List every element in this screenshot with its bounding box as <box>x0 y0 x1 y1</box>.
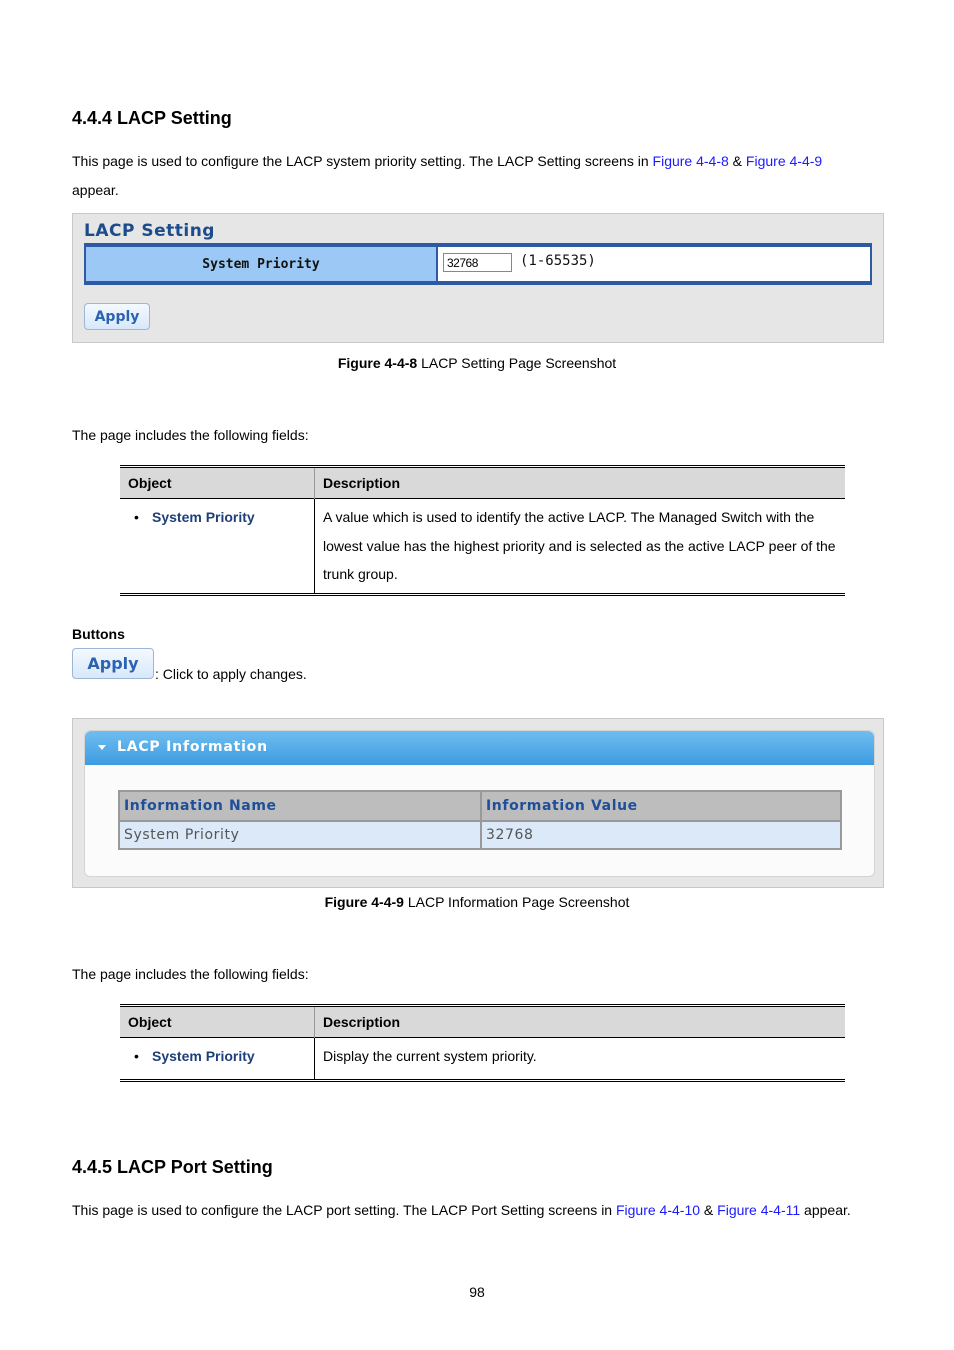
buttons-heading: Buttons <box>72 626 125 642</box>
bullet-icon: • <box>134 509 139 525</box>
intro-text-end: appear. <box>72 182 119 198</box>
fields-intro-2: The page includes the following fields: <box>72 966 309 982</box>
col-object: Object <box>120 467 315 499</box>
lacp-setting-screenshot <box>72 213 884 343</box>
section-heading-444: 4.4.4 LACP Setting <box>72 108 232 128</box>
section-heading-445: 4.4.5 LACP Port Setting <box>72 1157 273 1177</box>
caption-number: Figure 4-4-9 <box>324 894 404 910</box>
info-table <box>118 790 842 850</box>
caption-text: LACP Information Page Screenshot <box>403 894 630 910</box>
col-description: Description <box>315 1006 846 1038</box>
figure-link-449[interactable]: Figure 4-4-9 <box>745 153 823 169</box>
intro-text: This page is used to configure the LACP system priority setting. The LACP Setting screens in <box>72 153 653 169</box>
fields-table-1 <box>120 465 845 596</box>
col-object: Object <box>120 1006 315 1038</box>
table-row <box>120 1038 845 1081</box>
intro-text: This page is used to configure the LACP port setting. The LACP Port Setting screens in <box>72 1202 616 1218</box>
col-info-name: Information Name <box>119 791 481 821</box>
info-value-cell: 32768 <box>481 821 841 849</box>
object-name: System Priority <box>152 509 255 525</box>
object-name: System Priority <box>152 1048 255 1064</box>
col-description: Description <box>315 467 846 499</box>
triangle-down-icon <box>98 745 106 750</box>
lacp-information-screenshot <box>72 718 884 888</box>
page-number: 98 <box>469 1284 485 1300</box>
fields-intro-1: The page includes the following fields: <box>72 427 309 443</box>
section-intro-444 <box>72 147 872 205</box>
description-cell: Display the current system priority. <box>323 1048 537 1064</box>
range-hint: (1-65535) <box>520 253 596 269</box>
info-panel <box>84 730 875 877</box>
settings-table <box>84 243 872 285</box>
apply-button-sample[interactable]: Apply <box>72 648 154 679</box>
ampersand: & <box>700 1202 718 1218</box>
figure-link-4411[interactable]: Figure 4-4-11 <box>717 1202 801 1218</box>
panel-header-title: LACP Information <box>117 739 268 755</box>
description-cell: A value which is used to identify the active LACP. The Managed Switch with the lowest value has the highest priority and is selected as the active LACP peer of the trunk group. <box>323 509 836 582</box>
object-cell <box>120 1038 315 1081</box>
table-row <box>120 499 845 595</box>
object-cell <box>120 499 315 595</box>
figure-caption-449 <box>0 894 954 910</box>
system-priority-label: System Priority <box>86 247 436 281</box>
ampersand: & <box>728 153 746 169</box>
intro-text-end: appear. <box>800 1202 851 1218</box>
figure-link-448[interactable]: Figure 4-4-8 <box>652 153 729 169</box>
system-priority-cell <box>438 247 870 281</box>
figure-caption-448 <box>0 355 954 371</box>
panel-header[interactable] <box>85 731 874 765</box>
system-priority-input[interactable] <box>443 253 512 272</box>
info-name-cell: System Priority <box>119 821 481 849</box>
section-intro-445 <box>72 1196 892 1225</box>
fields-table-2 <box>120 1004 845 1082</box>
caption-number: Figure 4-4-8 <box>337 355 418 371</box>
table-row <box>119 821 841 849</box>
figure-link-4410[interactable]: Figure 4-4-10 <box>615 1202 701 1218</box>
col-info-value: Information Value <box>481 791 841 821</box>
bullet-icon: • <box>134 1048 139 1064</box>
panel-title: LACP Setting <box>84 221 215 241</box>
apply-button[interactable]: Apply <box>84 303 150 330</box>
caption-text: LACP Setting Page Screenshot <box>417 355 617 371</box>
apply-description: : Click to apply changes. <box>155 666 307 682</box>
